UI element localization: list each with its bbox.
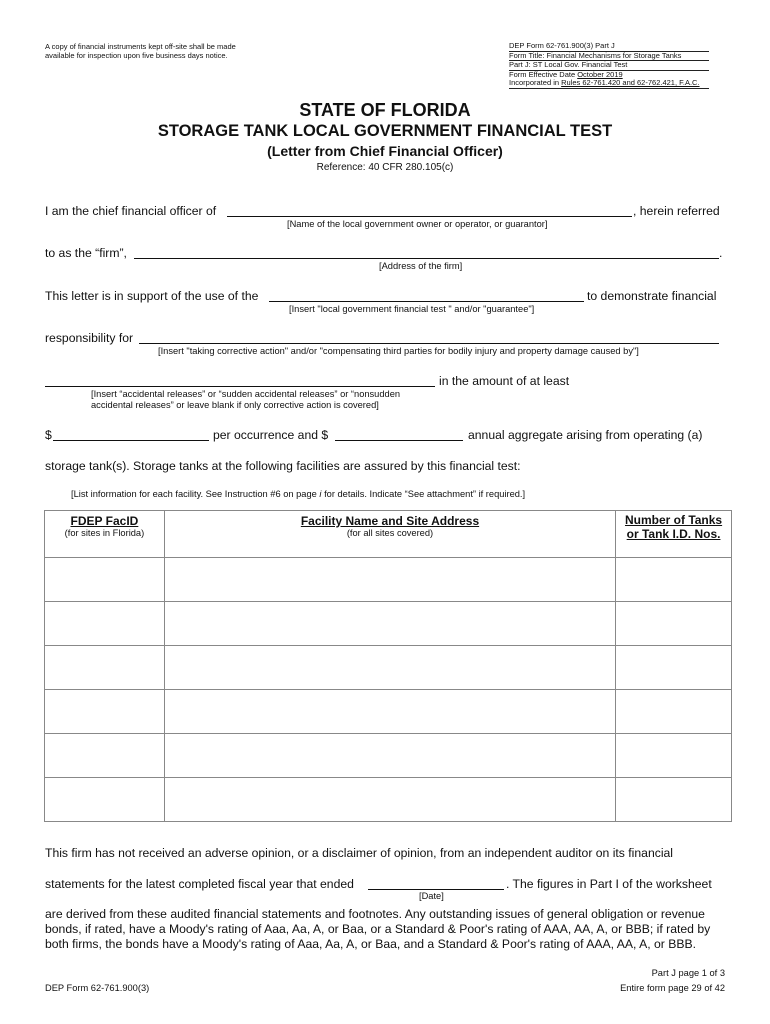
annual-aggregate-text: annual aggregate arising from operating (a) xyxy=(468,428,703,442)
tanks-cell[interactable] xyxy=(616,646,732,690)
facility-table xyxy=(44,510,732,822)
table-row xyxy=(45,646,732,690)
facid-cell[interactable] xyxy=(45,734,165,778)
firm-address-field[interactable] xyxy=(134,258,719,259)
annual-aggregate-amount-field[interactable] xyxy=(335,440,463,441)
offsite-note-line-1: A copy of financial instruments kept off-site shall be made xyxy=(45,42,236,51)
offsite-note-line-2: available for inspection upon five business days notice. xyxy=(45,51,228,60)
facility-cell[interactable] xyxy=(164,646,615,690)
demonstrate-text: to demonstrate financial xyxy=(587,289,717,303)
firm-address-hint: [Address of the firm] xyxy=(379,261,463,271)
table-row xyxy=(45,734,732,778)
per-occurrence-amount-field[interactable] xyxy=(53,440,209,441)
per-occurrence-text: per occurrence and $ xyxy=(213,428,329,442)
col-header-facid xyxy=(45,511,165,558)
herein-referred-text: , herein referred xyxy=(633,204,720,218)
facility-cell[interactable] xyxy=(164,734,615,778)
list-instructions: [List information for each facility. See Instruction #6 on page i for details. Indicate “See attachment” if required.] xyxy=(71,489,526,499)
form-number: DEP Form 62-761.900(3) Part J xyxy=(509,42,709,52)
facid-cell[interactable] xyxy=(45,602,165,646)
tanks-cell[interactable] xyxy=(616,778,732,822)
government-name-hint: [Name of the local government owner or operator, or guarantor] xyxy=(287,219,548,229)
tanks-cell[interactable] xyxy=(616,690,732,734)
facility-cell[interactable] xyxy=(164,690,615,734)
responsibility-hint: [Insert "taking corrective action" and/or "compensating third parties for bodily injury and property damage caused by"] xyxy=(158,346,639,356)
col-facid-title: FDEP FacID xyxy=(70,514,139,528)
firm-label: to as the “firm”, xyxy=(45,246,127,260)
col-header-tanks xyxy=(616,511,732,558)
date-hint: [Date] xyxy=(419,891,444,901)
cfo-label: I am the chief financial officer of xyxy=(45,204,217,218)
tanks-cell[interactable] xyxy=(616,558,732,602)
col-tanks-title-1: Number of Tanks xyxy=(624,513,723,527)
col-header-facility xyxy=(164,511,615,558)
facid-cell[interactable] xyxy=(45,690,165,734)
table-row xyxy=(45,558,732,602)
facility-cell[interactable] xyxy=(164,602,615,646)
page-title-form: STORAGE TANK LOCAL GOVERNMENT FINANCIAL TEST xyxy=(157,122,613,140)
mechanism-field[interactable] xyxy=(269,301,584,302)
reference: Reference: 40 CFR 280.105(c) xyxy=(316,162,454,173)
release-type-field[interactable] xyxy=(45,386,435,387)
mechanism-hint: [Insert "local government financial test " and/or "guarantee"] xyxy=(289,304,535,314)
page-subtitle: (Letter from Chief Financial Officer) xyxy=(267,143,503,159)
facility-cell[interactable] xyxy=(164,558,615,602)
bond-rating-paragraph: are derived from these audited financial statements and footnotes. Any outstanding issues of general obligation or revenue bonds, if rated, have a Moody's rating of Aaa, Aa, A, or Baa, or a Standard & Poor's rating of AAA, AA, A, or BBB; if rated by both firms, the bonds have a Moody's rating of Aaa, Aa, A, or Baa, and a Standard & Poor's rating of AAA, AA, A, or BBB. xyxy=(45,907,711,952)
firm-period: . xyxy=(719,246,723,260)
facid-cell[interactable] xyxy=(45,558,165,602)
worksheet-text: . The figures in Part I of the worksheet xyxy=(506,877,712,891)
page-of: Part J page 1 of 3 xyxy=(651,968,725,978)
table-row xyxy=(45,690,732,734)
auditor-opinion-text: This firm has not received an adverse opinion, or a disclaimer of opinion, from an independent auditor on its financial xyxy=(45,846,674,860)
dollar-sign: $ xyxy=(45,428,52,442)
entire-form-page: Entire form page 29 of 42 xyxy=(620,983,725,993)
col-facility-title: Facility Name and Site Address xyxy=(300,514,480,528)
facility-cell[interactable] xyxy=(164,778,615,822)
tanks-cell[interactable] xyxy=(616,734,732,778)
col-facility-sub: (for all sites covered) xyxy=(346,528,434,538)
fiscal-year-date-field[interactable] xyxy=(368,889,504,890)
col-tanks-title-2: or Tank I.D. Nos. xyxy=(626,527,721,541)
amount-text: in the amount of at least xyxy=(439,374,570,388)
facid-cell[interactable] xyxy=(45,778,165,822)
government-name-field[interactable] xyxy=(227,216,632,217)
support-label: This letter is in support of the use of the xyxy=(45,289,259,303)
form-title: Form Title: Financial Mechanisms for Storage Tanks xyxy=(509,52,709,62)
page-title-state: STATE OF FLORIDA xyxy=(299,100,471,120)
form-effective-date: Form Effective Date October 2019 xyxy=(509,69,623,79)
form-incorporated: Incorporated in Rules 62-761.420 and 62-762.421, F.A.C. xyxy=(509,79,709,89)
table-row xyxy=(45,602,732,646)
responsibility-label: responsibility for xyxy=(45,331,134,345)
responsibility-field[interactable] xyxy=(139,343,719,344)
facid-cell[interactable] xyxy=(45,646,165,690)
form-info-block xyxy=(509,42,709,89)
form-part: Part J: ST Local Gov. Financial Test xyxy=(509,61,709,71)
table-header-row xyxy=(45,511,732,558)
storage-tanks-text: storage tank(s). Storage tanks at the following facilities are assured by this financial test: xyxy=(45,459,521,473)
release-type-hint-1: [Insert “accidental releases” or “sudden accidental releases” or “nonsudden xyxy=(91,389,401,399)
fiscal-year-label: statements for the latest completed fiscal year that ended xyxy=(45,877,354,891)
col-facid-sub: (for sites in Florida) xyxy=(64,528,145,538)
table-row xyxy=(45,778,732,822)
footer-form-number: DEP Form 62-761.900(3) xyxy=(45,983,150,993)
release-type-hint-2: accidental releases” or leave blank if only corrective action is covered] xyxy=(91,400,379,410)
tanks-cell[interactable] xyxy=(616,602,732,646)
